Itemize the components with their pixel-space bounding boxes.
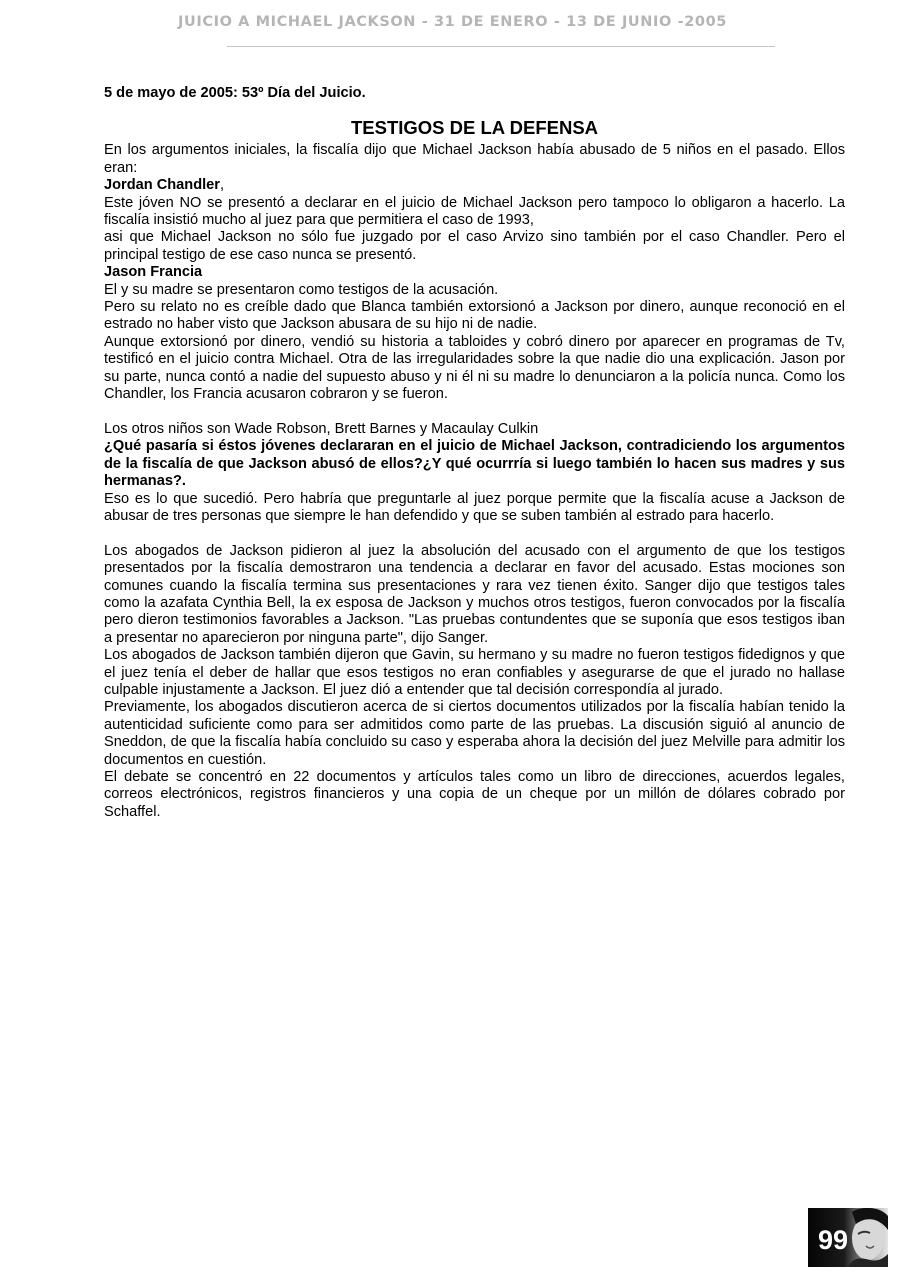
- paragraph-francia-2: Pero su relato no es creíble dado que Blanca también extorsionó a Jackson por dinero, aunque reconoció en el estrado no haber visto que Jackson abusara de su hijo ni de nadie.: [104, 299, 845, 333]
- header-divider: [227, 46, 775, 47]
- article-body: [104, 85, 845, 821]
- paragraph-other-children: Los otros niños son Wade Robson, Brett Barnes y Macaulay Culkin: [104, 420, 539, 437]
- date-line: 5 de mayo de 2005: 53º Día del Juicio.: [104, 85, 366, 101]
- paragraph-gap: [104, 404, 845, 421]
- running-header: JUICIO A MICHAEL JACKSON - 31 DE ENERO - 13 DE JUNIO -2005: [177, 14, 727, 30]
- paragraph-francia-1: El y su madre se presentaron como testigos de la acusación.: [104, 281, 499, 298]
- paragraph-gap: [104, 525, 845, 542]
- witness-name-francia: Jason Francia: [104, 264, 203, 281]
- paragraph-absolution: Los abogados de Jackson pidieron al juez la absolución del acusado con el argumento de que los testigos presentados por la fiscalía demostraron una tendencia a declarar en favor del acusado. Estas mociones son comunes cuando la fiscalía termina sus presentaciones y rara vez tienen éxito. Sanger dijo que testigos tales como la azafata Cynthia Bell, la ex esposa de Jackson y muchos otros testigos, fueron convocados por la fiscalía pero dieron testimonios favorables a Jackson. "Las pruebas contundentes que se suponía que esos testigos iban a presentar no aparecieron por ninguna parte", dijo Sanger.: [104, 542, 845, 646]
- witness-heading-chandler: [104, 177, 845, 194]
- page-number: 99: [818, 1225, 849, 1255]
- paragraph-francia-3: Aunque extorsionó por dinero, vendió su historia a tabloides y cobró dinero por aparecer en programas de Tv, testificó en el juicio contra Michael. Otra de las irregularidades sobre la que nadie dio una explicación. Jason por su parte, nunca contó a nadie del supuesto abuso y ni él ni su madre lo denunciaron a la policía nunca. Como los Chandler, los Francia acusaron cobraron y se fueron.: [104, 333, 845, 403]
- paragraph-debate: El debate se concentró en 22 documentos y artículos tales como un libro de direcciones, acuerdos legales, correos electrónicos, registros financieros y una copia de un cheque por un millón de dólares cobrado por Schaffel.: [104, 769, 845, 820]
- paragraph-witnesses: Los abogados de Jackson también dijeron que Gavin, su hermano y su madre no fueron testigos fidedignos y que el juez tenía el deber de hallar que esos testigos no eran confiables y asegurarse de que el jurado no hallase culpable injustamente a Jackson. El juez dió a entender que tal decisión correspondía al jurado.: [104, 647, 845, 698]
- paragraph-answer: Eso es lo que sucedió. Pero habría que preguntarle al juez porque permite que la fiscalía acuse a Jackson de abusar de tres personas que siempre le han defendido y que se suben también al estrado para hacerlo.: [104, 490, 845, 524]
- paragraph-intro: En los argumentos iniciales, la fiscalía dijo que Michael Jackson había abusado de 5 niños en el pasado. Ellos eran:: [104, 142, 845, 176]
- witness-name-chandler: Jordan Chandler: [104, 177, 220, 194]
- name-suffix: ,: [219, 177, 225, 194]
- page-number-badge: [808, 1208, 888, 1267]
- section-title: TESTIGOS DE LA DEFENSA: [350, 117, 599, 139]
- paragraph-question: ¿Qué pasaría si éstos jóvenes declararan en el juicio de Michael Jackson, contradiciendo los argumentos de la fiscalía de que Jackson abusó de ellos?¿Y qué ocurrría si luego también lo hacen sus madres y sus hermanas?.: [104, 438, 845, 490]
- paragraph-documents: Previamente, los abogados discutieron acerca de si ciertos documentos utilizados por la fiscalía habían tenido la autenticidad suficiente como para ser admitidos como parte de las pruebas. La discusión siguió al anuncio de Sneddon, de que la fiscalía había concluido su caso y esperaba ahora la decisión del juez Melville para admitir los documentos en cuestión.: [104, 699, 845, 768]
- paragraph-chandler-2: asi que Michael Jackson no sólo fue juzgado por el caso Arvizo sino también por el caso Chandler. Pero el principal testigo de ese caso nunca se presentó.: [104, 229, 845, 263]
- paragraph-chandler-1: Este jóven NO se presentó a declarar en el juicio de Michael Jackson pero tampoco lo obligaron a hacerlo. La fiscalía insistió mucho al juez para que permitiera el caso de 1993,: [104, 194, 845, 229]
